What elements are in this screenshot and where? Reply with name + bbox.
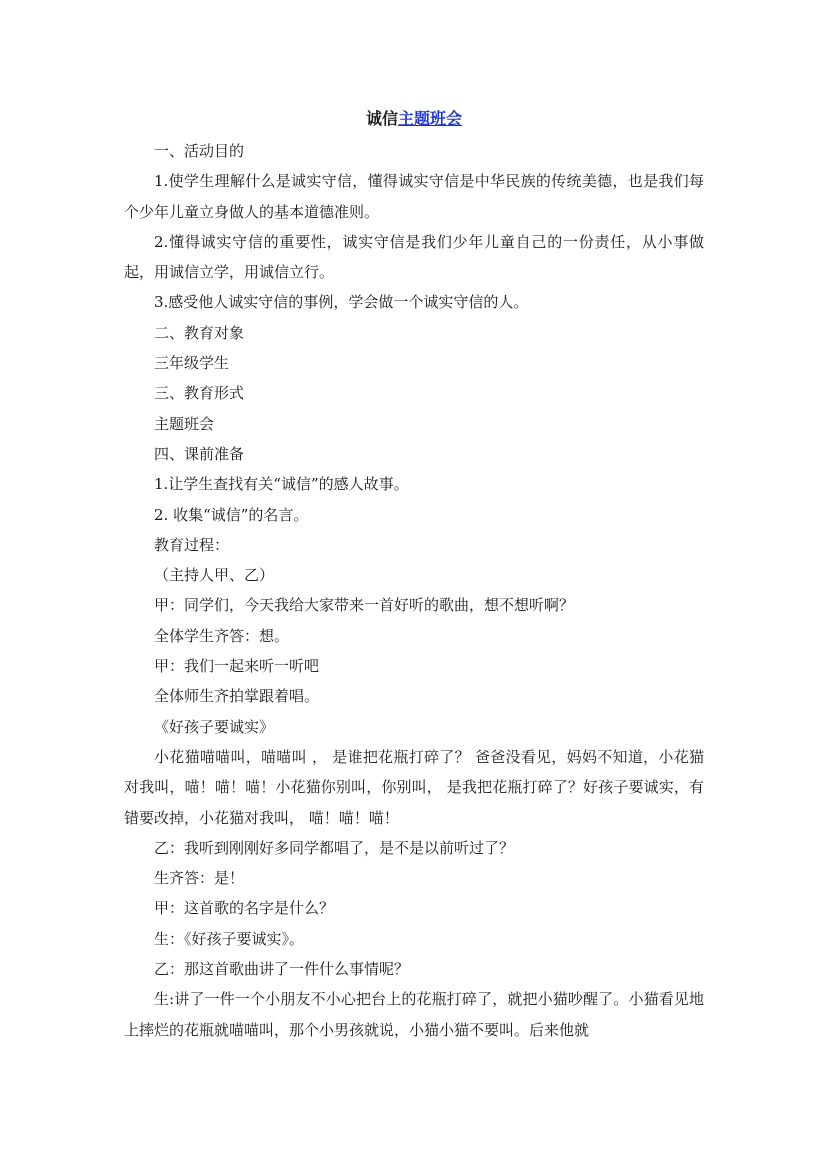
paragraph: 小花猫喵喵叫，喵喵叫 ， 是谁把花瓶打碎了？ 爸爸没看见，妈妈不知道，小花猫对我叫，喵！喵！喵！小花猫你别叫，你别叫， 是我把花瓶打碎了？好孩子要诚实，有错要改掉，小花猫对我叫， 喵！喵！喵！ <box>124 747 704 827</box>
paragraph: 三、教育形式 <box>154 384 245 403</box>
paragraph: 甲：这首歌的名字是什么？ <box>154 899 335 918</box>
paragraph: 甲：我们一起来听一听吧 <box>154 657 320 676</box>
paragraph: 甲：同学们，今天我给大家带来一首好听的歌曲，想不想听啊？ <box>154 596 575 615</box>
paragraph: 生:讲了一件一个小朋友不小心把台上的花瓶打碎了，就把小猫吵醒了。小猫看见地上摔烂的花瓶就喵喵叫，那个小男孩就说，小猫小猫不要叫。后来他就 <box>124 990 704 1039</box>
title-prefix: 诚信 <box>365 109 398 128</box>
paragraph: 一、活动目的 <box>154 142 245 160</box>
paragraph: 三年级学生 <box>154 354 230 373</box>
paragraph: 四、课前准备 <box>154 444 245 463</box>
paragraph: 主题班会 <box>154 414 215 433</box>
paragraph: 2.懂得诚实守信的重要性，诚实守信是我们少年儿童自己的一份责任，从小事做起，用诚信立学，用诚信立行。 <box>124 232 704 282</box>
paragraph: 《好孩子要诚实》 <box>154 717 275 736</box>
paragraph: 乙：那这首歌曲讲了一件什么事情呢？ <box>154 960 410 979</box>
paragraph: （主持人甲、乙） <box>154 566 275 585</box>
document-body <box>124 106 704 1045</box>
paragraph: 二、教育对象 <box>154 323 245 342</box>
paragraph: 1.使学生理解什么是诚实守信，懂得诚实守信是中华民族的传统美德，也是我们每个少年儿童立身做人的基本道德准则。 <box>124 172 704 221</box>
paragraph: 2. 收集“诚信”的名言。 <box>154 505 309 524</box>
paragraph: 全体师生齐拍掌跟着唱。 <box>154 687 320 706</box>
paragraph: 1.让学生查找有关“诚信”的感人故事。 <box>154 475 409 494</box>
paragraph: 生：《好孩子要诚实》。 <box>154 929 305 948</box>
paragraph-list <box>124 136 704 1045</box>
paragraph: 乙：我听到刚刚好多同学都唱了，是不是以前听过了？ <box>154 838 515 857</box>
title-link[interactable]: 主题班会 <box>398 109 463 128</box>
paragraph: 教育过程： <box>154 535 230 554</box>
document-title <box>124 106 704 132</box>
paragraph: 生齐答：是！ <box>154 869 245 888</box>
paragraph: 全体学生齐答：想。 <box>154 626 290 645</box>
paragraph: 3.感受他人诚实守信的事例，学会做一个诚实守信的人。 <box>154 293 529 312</box>
